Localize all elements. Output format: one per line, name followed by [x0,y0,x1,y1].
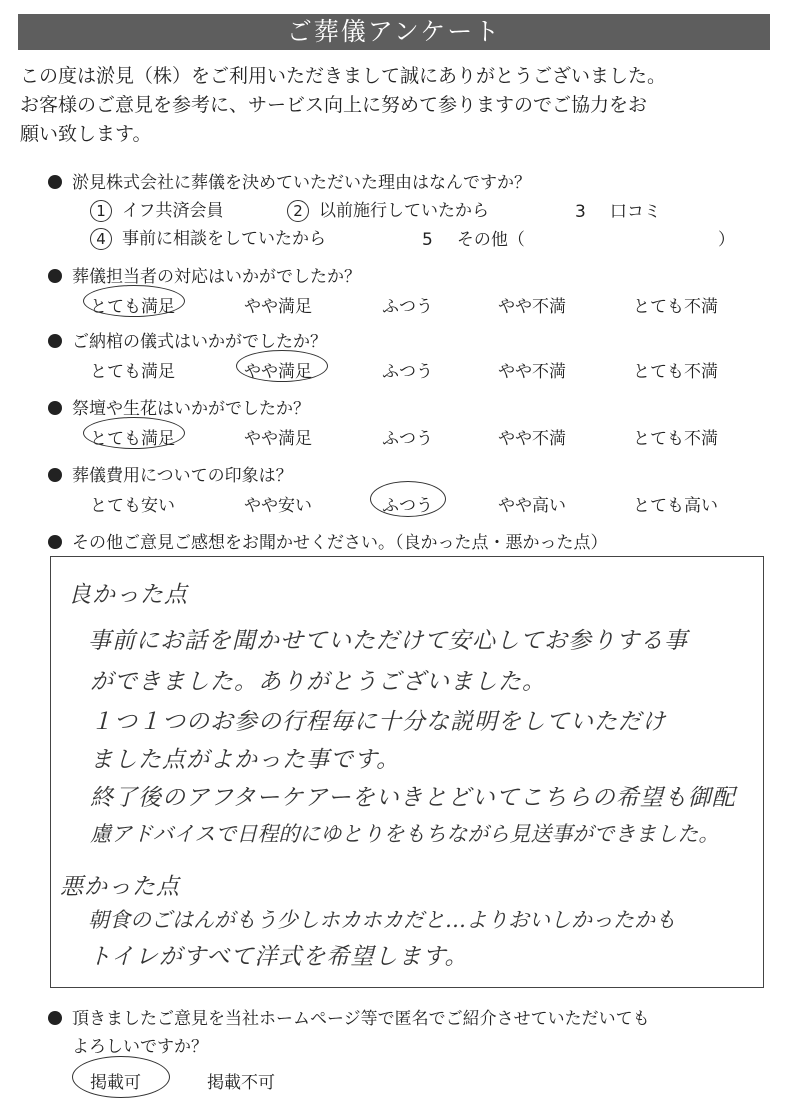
bullet-icon [48,269,62,283]
option-altar-4[interactable]: やや不満 [498,429,566,449]
question-reason [48,168,531,193]
option-reason-2[interactable] [287,196,489,222]
comment-line: ができました。ありがとうございました。 [90,669,546,695]
bullet-icon [48,401,62,415]
question-encoffining [48,327,327,352]
option-label: イフ共済会員 [122,201,224,221]
intro-text [20,62,770,149]
bullet-icon [48,1011,62,1025]
question-text: 淤見株式会社に葬儀を決めていただいた理由はなんですか？ [72,173,531,193]
comment-heading-good: 良かった点 [68,582,188,608]
comment-line: トイレがすべて洋式を希望します。 [88,944,469,970]
option-staff-3[interactable]: ふつう [382,297,433,317]
comment-line: 朝食のごはんがもう少しホカホカだと…よりおいしかったかも [88,908,676,932]
question-staff [48,262,361,287]
question-text: 葬儀担当者の対応はいかがでしたか？ [72,267,361,287]
option-label: その他（ [456,230,525,250]
comment-line: 慮アドバイスで日程的にゆとりをもちながら見送事ができました。 [90,822,720,846]
bullet-icon [48,334,62,348]
option-reason-3[interactable] [575,197,661,222]
intro-line: お客様のご意見を参考に、サービス向上に努めて参りますのでご協力をお [20,94,648,116]
option-altar-2[interactable]: やや満足 [244,429,312,449]
question-text: 頂きましたご意見を当社ホームページ等で匿名でご紹介させていただいても [72,1009,650,1029]
option-staff-5[interactable]: とても不満 [633,297,718,317]
option-encoffining-5[interactable]: とても不満 [633,362,718,382]
circled-number: 1 [90,200,112,222]
option-altar-5[interactable]: とても不満 [633,429,718,449]
option-encoffining-3[interactable]: ふつう [382,362,433,382]
bullet-icon [48,535,62,549]
option-staff-1[interactable]: とても満足 [90,297,175,317]
option-publish-yes[interactable]: 掲載可 [90,1073,141,1093]
option-reason-5[interactable] [422,225,525,250]
option-label: 事前に相談をしていたから [122,229,326,249]
option-cost-3[interactable]: ふつう [382,496,433,516]
question-text: その他ご意見ご感想をお聞かせください。（良かった点・悪かった点） [72,533,608,553]
option-cost-1[interactable]: とても安い [90,496,175,516]
intro-line: この度は淤見（株）をご利用いただきまして誠にありがとうございました。 [20,65,667,87]
circled-number: 4 [90,228,112,250]
question-text: 祭壇や生花はいかがでしたか？ [72,399,310,419]
option-reason-4[interactable] [90,224,326,250]
option-encoffining-1[interactable]: とても満足 [90,362,175,382]
comment-line: 終了後のアフターケアーをいきとどいてこちらの希望も御配 [90,785,736,811]
question-cost [48,461,293,486]
option-publish-no[interactable]: 掲載不可 [207,1073,275,1093]
question-publish [48,1004,650,1029]
option-reason-other-close: ） [718,230,735,250]
question-comments [48,528,608,553]
circled-number: 2 [287,200,309,222]
option-encoffining-2[interactable]: やや満足 [244,362,312,382]
option-cost-4[interactable]: やや高い [498,496,566,516]
option-label: 口コミ [609,202,661,222]
option-altar-1[interactable]: とても満足 [90,429,175,449]
question-text: ご納棺の儀式はいかがでしたか？ [72,332,327,352]
bullet-icon [48,175,62,189]
question-altar [48,394,310,419]
option-reason-1[interactable] [90,196,224,222]
option-cost-5[interactable]: とても高い [633,496,718,516]
option-staff-2[interactable]: やや満足 [244,297,312,317]
question-text: 葬儀費用についての印象は？ [72,466,293,486]
option-staff-4[interactable]: やや不満 [498,297,566,317]
comment-line: １つ１つのお参の行程毎に十分な説明をしていただけ [90,709,666,735]
option-number: 3 [575,202,586,222]
option-encoffining-4[interactable]: やや不満 [498,362,566,382]
bullet-icon [48,468,62,482]
question-publish-cont: よろしいですか？ [72,1037,208,1057]
comment-heading-bad: 悪かった点 [60,874,180,900]
option-altar-3[interactable]: ふつう [382,429,433,449]
option-number: 5 [422,230,433,250]
intro-line: 願い致します。 [20,123,152,145]
option-cost-2[interactable]: やや安い [244,496,312,516]
comment-line: ました点がよかった事です。 [90,747,401,773]
option-label: 以前施行していたから [319,201,489,221]
survey-title: ご葬儀アンケート [18,14,770,50]
comment-line: 事前にお話を聞かせていただけて安心してお参りする事 [88,628,688,654]
